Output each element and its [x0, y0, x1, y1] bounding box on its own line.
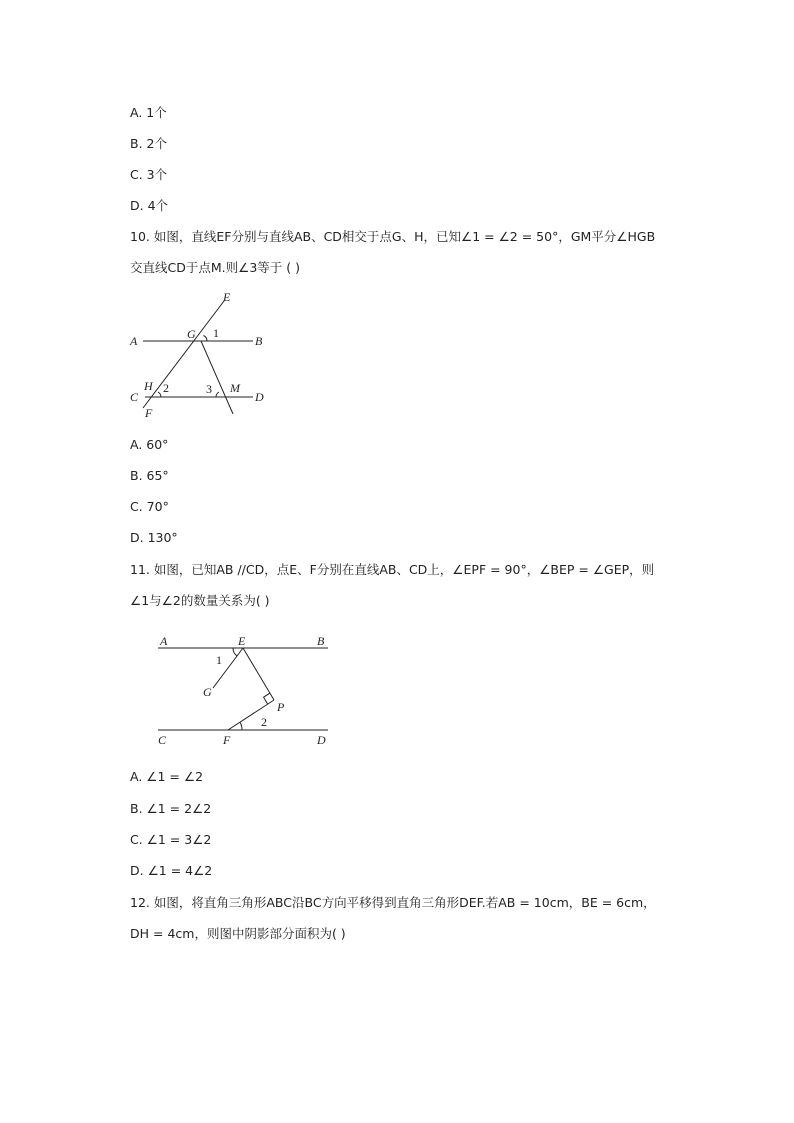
q10-figure [125, 288, 275, 420]
q11-option-a: A. ∠1 = ∠2 [130, 769, 204, 784]
q11-figure [150, 628, 335, 750]
label-b: B [255, 334, 263, 348]
angle-1-arc [233, 648, 237, 656]
q11-stem-line2: ∠1与∠2的数量关系为( ) [130, 593, 270, 608]
label-a: A [130, 334, 138, 348]
right-angle-mark [264, 693, 270, 704]
q10-option-c: C. 70° [130, 499, 169, 514]
angle-1-arc [204, 336, 208, 342]
q12-stem-line2: DH = 4cm，则图中阴影部分面积为( ) [130, 926, 346, 941]
angle-2-arc [158, 392, 161, 397]
q10-stem-line1: 10. 如图，直线EF分别与直线AB、CD相交于点G、H，已知∠1 = ∠2 = 50°，GM平分∠HGB [130, 229, 656, 244]
q11-stem-line1: 11. 如图，已知AB //CD，点E、F分别在直线AB、CD上，∠EPF = 90°，∠BEP = ∠GEP，则 [130, 562, 655, 577]
label-angle-2: 2 [163, 381, 169, 395]
q11-option-d: D. ∠1 = 4∠2 [130, 863, 213, 878]
label-d: D [317, 733, 326, 747]
segment-ep [243, 648, 274, 700]
label-f: F [145, 406, 153, 420]
label-g: G [203, 685, 212, 699]
q9-option-c: C. 3个 [130, 167, 168, 182]
label-f: F [223, 733, 231, 747]
label-e: E [223, 290, 231, 304]
label-d: D [255, 390, 264, 404]
label-angle-1: 1 [216, 653, 222, 667]
q9-option-d: D. 4个 [130, 198, 169, 213]
label-angle-2: 2 [261, 715, 267, 729]
label-angle-1: 1 [213, 326, 219, 340]
label-e: E [238, 634, 246, 648]
q10-option-d: D. 130° [130, 530, 178, 545]
label-c: C [158, 733, 167, 747]
label-g: G [187, 327, 196, 341]
angle-2-arc [240, 722, 242, 730]
angle-3-arc [216, 392, 219, 397]
segment-pf [228, 700, 274, 730]
q12-stem-line1: 12. 如图，将直角三角形ABC沿BC方向平移得到直角三角形DEF.若AB = 10cm，BE = 6cm， [130, 895, 656, 910]
label-h: H [144, 379, 153, 393]
q11-option-b: B. ∠1 = 2∠2 [130, 801, 212, 816]
label-b: B [317, 634, 325, 648]
label-m: M [230, 381, 240, 395]
line-gm [201, 341, 233, 414]
q9-option-b: B. 2个 [130, 136, 167, 151]
label-angle-3: 3 [206, 382, 212, 396]
q10-option-b: B. 65° [130, 468, 169, 483]
label-a: A [160, 634, 168, 648]
q10-option-a: A. 60° [130, 437, 169, 452]
label-c: C [130, 390, 139, 404]
label-p: P [277, 700, 285, 714]
q11-option-c: C. ∠1 = 3∠2 [130, 832, 212, 847]
q10-stem-line2: 交直线CD于点M.则∠3等于 ( ) [130, 260, 300, 275]
q9-option-a: A. 1个 [130, 105, 167, 120]
